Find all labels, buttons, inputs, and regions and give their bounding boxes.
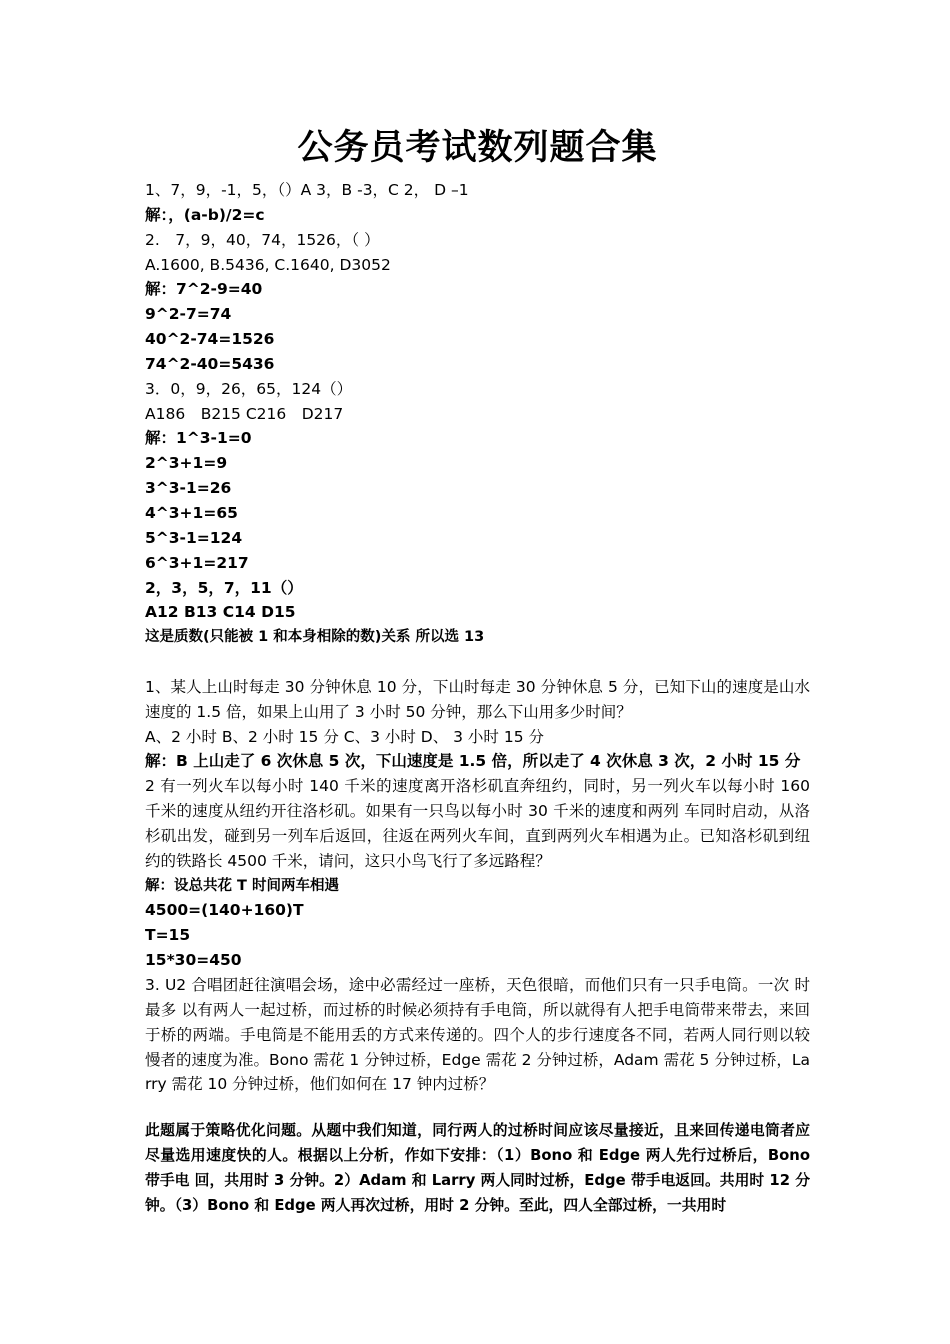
question-line: 解：，(a-b)/2=c [145, 205, 265, 224]
question-line: 2，3，5，7，11（） [145, 578, 303, 597]
question-line: 9^2-7=74 [145, 305, 232, 324]
question-1-text: 1、某人上山时每走 30 分钟休息 10 分，下山时每走 30 分钟休息 5 分，已知下山的速度是山水速度的 1.5 倍，如果上山用了 3 小时 50 分钟，那么下山用多少时间？ [145, 677, 810, 721]
question-line: 解：1^3-1=0 [145, 429, 252, 448]
question-line: 5^3-1=124 [145, 528, 243, 547]
prime-note: 这是质数(只能被 1 和本身相除的数)关系 所以选 13 [145, 629, 485, 646]
question-line: 1、7，9，-1，5，（）A 3，B -3，C 2， D –1 [145, 181, 469, 199]
question-line: 2. 7，9，40，74，1526，（ ） [145, 230, 380, 249]
question-line: 2^3+1=9 [145, 454, 228, 473]
question-line: 74^2-40=5436 [145, 354, 275, 373]
document-page [145, 118, 810, 1219]
blank-line [145, 1097, 810, 1119]
question-2-answer-line: 15*30=450 [145, 951, 242, 970]
question-line: A186 B215 C216 D217 [145, 404, 344, 423]
question-line: 40^2-74=1526 [145, 330, 275, 349]
question-line: A12 B13 C14 D15 [145, 603, 296, 622]
document-title: 公务员考试数列题合集 [297, 127, 658, 168]
question-2-answer-line: 4500=(140+160)T [145, 901, 304, 920]
question-line: 解：7^2-9=40 [145, 280, 263, 299]
question-line: 3^3-1=26 [145, 479, 232, 498]
question-3-text: 3. U2 合唱团赶往演唱会场，途中必需经过一座桥，天色很暗，而他们只有一只手电筒。一次 时最多 以有两人一起过桥，而过桥的时候必须持有手电筒，所以就得有人把手电筒带来带去，来回于桥的两端。手电筒是不能用丢的方式来传递的。四个人的步行速度各不同，若两人同行则以较慢者的速度为准。Bono 需花 1 分钟过桥，Edge 需花 2 分钟过桥，Adam 需花 5 分钟过桥，Larry 需花 10 分钟过桥，他们如何在 17 钟内过桥？ [145, 976, 810, 1094]
question-2-answer-line: 解：设总共花 T 时间两车相遇 [145, 877, 339, 894]
question-line: 3．0，9，26，65，124（） [145, 379, 353, 398]
question-line: A.1600, B.5436, C.1640, D3052 [145, 255, 391, 274]
question-3-answer: 此题属于策略优化问题。从题中我们知道，同行两人的过桥时间应该尽量接近，且来回传递电筒者应尽量选用速度快的人。根据以上分析，作如下安排：（1）Bono 和 Edge 两人先行过桥后，Bono 带手电 回，共用时 3 分钟。2）Adam 和 Larry 两人同时过桥，Edge 带手电返回。共用时 12 分钟。（3）Bono 和 Edge 两人再次过桥，用时 2 分钟。至此，四人全部过桥，一共用时 [145, 1122, 810, 1214]
question-2-text: 2 有一列火车以每小时 140 千米的速度离开洛杉矶直奔纽约，同时，另一列火车以每小时 160 千米的速度从纽约开往洛杉矶。如果有一只鸟以每小时 30 千米的速度和两列 车同时启动，从洛杉矶出发，碰到另一列车后返回，往返在两列火车间，直到两列火车相遇为止。已知洛杉矶到纽约的铁路长 4500 千米，请问，这只小鸟飞行了多远路程？ [145, 777, 810, 870]
question-1-answer: 解：B 上山走了 6 次休息 5 次，下山速度是 1.5 倍，所以走了 4 次休息 3 次，2 小时 15 分 [145, 752, 801, 771]
blank-line [145, 650, 810, 675]
question-line: 4^3+1=65 [145, 503, 238, 522]
question-2-answer-line: T=15 [145, 926, 191, 945]
sequence-questions [145, 178, 810, 625]
question-1-options: A、2 小时 B、2 小时 15 分 C、3 小时 D、 3 小时 15 分 [145, 727, 545, 746]
question-line: 6^3+1=217 [145, 553, 249, 572]
